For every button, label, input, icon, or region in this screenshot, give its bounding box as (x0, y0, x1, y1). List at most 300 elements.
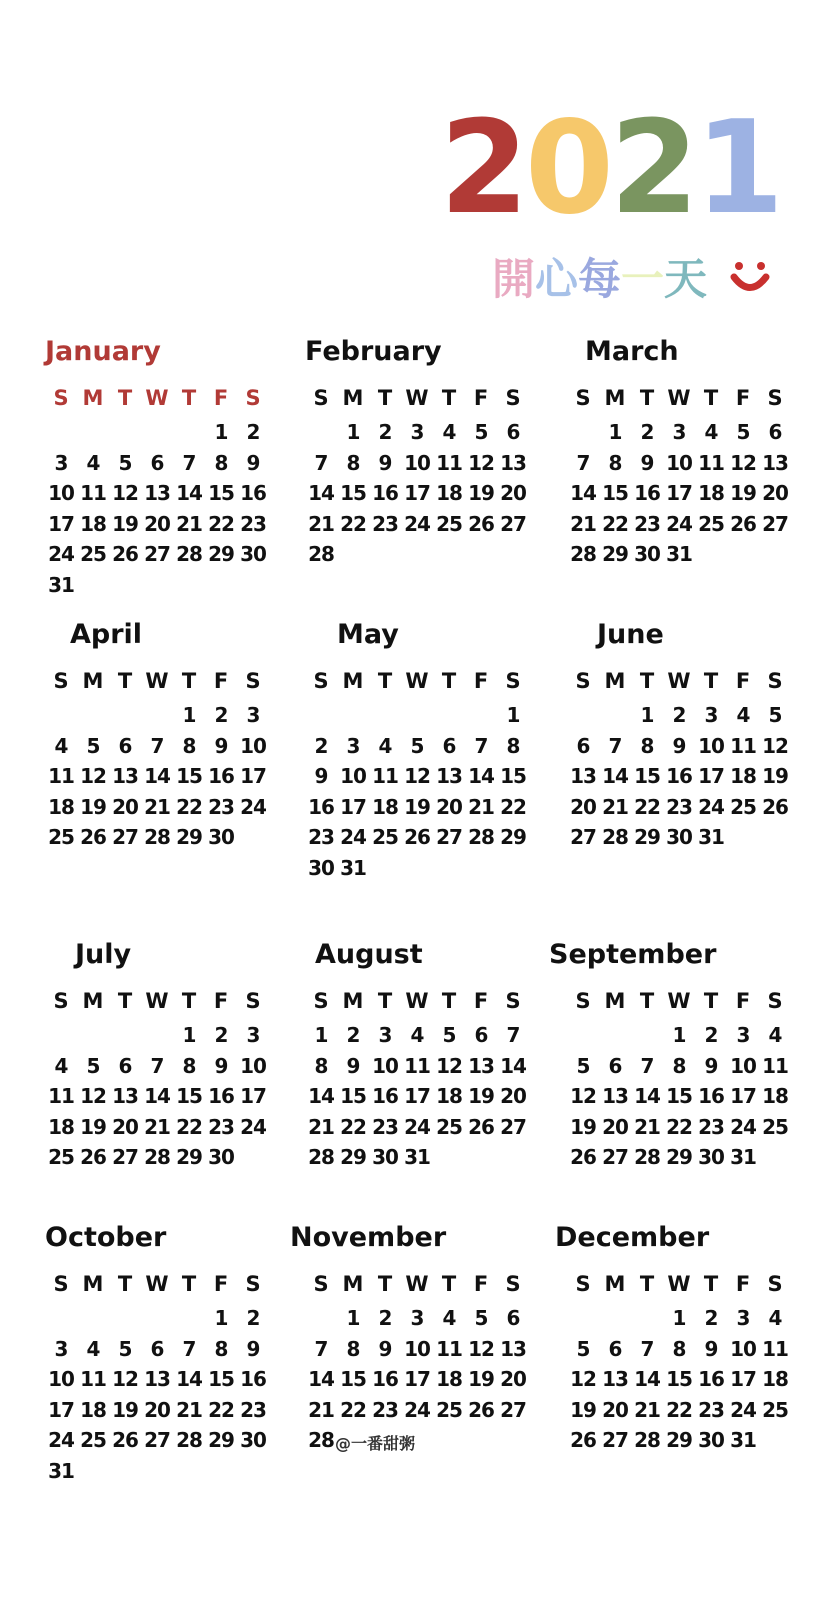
day-cell: 27 (112, 1145, 138, 1170)
day-cell: 1 (672, 1023, 686, 1047)
day-cell (141, 417, 173, 448)
day-cell: 6 (576, 733, 590, 758)
day-cell: 25 (372, 825, 398, 850)
day-cell (401, 853, 433, 884)
weekday-label: T (181, 669, 197, 693)
weekday-label: S (53, 1272, 69, 1296)
week-row (567, 1020, 812, 1051)
day-cell: 17 (48, 511, 74, 536)
day-cell (305, 417, 337, 448)
day-cell: 21 (144, 1114, 170, 1139)
week-row (45, 700, 290, 731)
day-cell (173, 570, 205, 601)
day-cell: 23 (634, 511, 660, 536)
weekday-header (305, 1271, 550, 1297)
day-cell: 8 (214, 450, 228, 475)
day-cell (567, 1303, 599, 1334)
weekday-label: S (245, 669, 261, 693)
day-cell (109, 1303, 141, 1334)
week-row (305, 539, 550, 570)
day-cell: 27 (602, 1145, 628, 1170)
day-cell: 11 (436, 1336, 462, 1361)
day-cell: 28 (634, 1428, 660, 1453)
day-cell: 10 (404, 1336, 430, 1361)
day-cell: 20 (112, 794, 138, 819)
day-cell: 31 (730, 1428, 756, 1453)
day-cell: 4 (54, 733, 68, 758)
year-digit: 2 (439, 94, 525, 243)
day-cell: 11 (730, 733, 756, 758)
day-cell: 31 (340, 855, 366, 880)
weekday-label: T (639, 669, 655, 693)
day-cell: 8 (506, 733, 520, 758)
day-cell (567, 700, 599, 731)
day-cell: 28 (308, 1428, 334, 1453)
day-cell: 27 (500, 511, 526, 536)
weekday-label: F (473, 989, 489, 1013)
month-day-grid (305, 988, 550, 1173)
day-cell: 4 (768, 1023, 782, 1047)
weekday-label: W (667, 669, 691, 693)
week-row (305, 1112, 550, 1143)
day-cell: 12 (762, 733, 788, 758)
slogan-char: 一 (621, 255, 665, 305)
day-cell (337, 700, 369, 731)
day-cell: 17 (666, 481, 692, 506)
day-cell: 6 (150, 1336, 164, 1361)
week-row (45, 1303, 290, 1334)
day-cell: 24 (404, 1114, 430, 1139)
week-row (45, 1425, 290, 1456)
day-cell: 24 (240, 794, 266, 819)
day-cell: 27 (602, 1428, 628, 1453)
day-cell: 16 (208, 764, 234, 789)
day-cell: 30 (240, 1428, 266, 1453)
week-row (305, 1303, 550, 1334)
day-cell: 9 (346, 1053, 360, 1078)
week-row (567, 509, 812, 540)
week-row (45, 1081, 290, 1112)
day-cell: 10 (372, 1053, 398, 1078)
day-cell (401, 539, 433, 570)
day-cell: 29 (602, 542, 628, 567)
day-cell: 5 (768, 703, 782, 727)
weekday-label: S (53, 386, 69, 410)
week-row (567, 1303, 812, 1334)
day-cell (77, 417, 109, 448)
weekday-label: T (639, 1272, 655, 1296)
weekday-label: T (377, 1272, 393, 1296)
day-cell: 2 (246, 1306, 260, 1330)
day-cell: 25 (48, 1145, 74, 1170)
weekday-label: M (82, 989, 104, 1013)
week-row (567, 1051, 812, 1082)
day-cell: 3 (736, 1306, 750, 1330)
day-cell: 10 (240, 1053, 266, 1078)
day-cell: 11 (372, 764, 398, 789)
week-row (45, 1142, 290, 1173)
day-cell: 25 (762, 1114, 788, 1139)
day-cell: 13 (144, 481, 170, 506)
day-cell: 5 (118, 450, 132, 475)
day-cell: 19 (112, 1397, 138, 1422)
day-cell: 3 (54, 1336, 68, 1361)
day-cell: 8 (346, 1336, 360, 1361)
day-cell: 18 (48, 1114, 74, 1139)
day-cell: 23 (666, 794, 692, 819)
weekday-label: M (604, 386, 626, 410)
day-cell: 27 (144, 542, 170, 567)
weekday-header (45, 385, 290, 411)
day-cell: 8 (672, 1053, 686, 1078)
day-cell (497, 1425, 529, 1456)
day-cell: 24 (404, 1397, 430, 1422)
weekday-header (305, 668, 550, 694)
day-cell: 19 (80, 1114, 106, 1139)
day-cell: 22 (666, 1397, 692, 1422)
week-row (567, 1081, 812, 1112)
day-cell: 9 (704, 1336, 718, 1361)
weekday-label: S (767, 386, 783, 410)
weekday-label: T (703, 386, 719, 410)
day-cell: 29 (176, 825, 202, 850)
day-cell: 26 (762, 794, 788, 819)
day-cell: 17 (340, 794, 366, 819)
day-cell: 24 (666, 511, 692, 536)
month-day-grid (567, 385, 812, 570)
day-cell: 2 (704, 1306, 718, 1330)
day-cell: 8 (672, 1336, 686, 1361)
day-cell (337, 539, 369, 570)
day-cell: 8 (182, 733, 196, 758)
day-cell: 10 (730, 1336, 756, 1361)
year-digit: 2 (609, 94, 695, 243)
day-cell: 19 (570, 1114, 596, 1139)
month-day-grid (567, 1271, 812, 1456)
day-cell (433, 1425, 465, 1456)
week-row (45, 1456, 290, 1487)
day-cell: 23 (208, 1114, 234, 1139)
day-cell: 5 (736, 420, 750, 444)
day-cell: 29 (340, 1145, 366, 1170)
week-row (305, 731, 550, 762)
day-cell: 1 (672, 1306, 686, 1330)
day-cell: 17 (404, 1367, 430, 1392)
day-cell: 23 (372, 1397, 398, 1422)
day-cell: 17 (404, 1084, 430, 1109)
day-cell: 13 (112, 764, 138, 789)
day-cell: 25 (80, 1428, 106, 1453)
weekday-label: M (82, 669, 104, 693)
year-digit: 0 (524, 94, 610, 243)
week-row (567, 448, 812, 479)
weekday-label: M (342, 989, 364, 1013)
day-cell (759, 539, 791, 570)
day-cell: 3 (736, 1023, 750, 1047)
weekday-label: S (575, 989, 591, 1013)
weekday-label: T (441, 989, 457, 1013)
day-cell (433, 853, 465, 884)
weekday-label: S (245, 989, 261, 1013)
day-cell: 10 (48, 481, 74, 506)
day-cell: 28 (176, 542, 202, 567)
week-row (567, 1334, 812, 1365)
weekday-label: F (735, 989, 751, 1013)
slogan-char: 天 (664, 255, 708, 305)
weekday-label: T (377, 989, 393, 1013)
weekday-label: T (639, 989, 655, 1013)
day-cell: 8 (640, 733, 654, 758)
week-row (567, 1142, 812, 1173)
day-cell: 22 (208, 1397, 234, 1422)
day-cell: 19 (762, 764, 788, 789)
day-cell: 4 (442, 1306, 456, 1330)
day-cell: 15 (176, 764, 202, 789)
day-cell: 14 (308, 481, 334, 506)
day-cell: 30 (308, 855, 334, 880)
month-day-grid (567, 668, 812, 853)
weekday-label: T (377, 669, 393, 693)
day-cell: 12 (80, 1084, 106, 1109)
day-cell (141, 700, 173, 731)
week-row (305, 853, 550, 884)
day-cell: 24 (730, 1397, 756, 1422)
week-row (45, 417, 290, 448)
day-cell: 15 (666, 1084, 692, 1109)
day-cell: 28 (176, 1428, 202, 1453)
day-cell (465, 853, 497, 884)
day-cell: 20 (500, 1084, 526, 1109)
day-cell: 13 (468, 1053, 494, 1078)
weekday-label: M (604, 1272, 626, 1296)
day-cell: 23 (698, 1397, 724, 1422)
day-cell: 4 (54, 1053, 68, 1078)
day-cell: 13 (762, 450, 788, 475)
day-cell: 18 (80, 511, 106, 536)
day-cell: 12 (468, 1336, 494, 1361)
weekday-label: S (505, 1272, 521, 1296)
day-cell: 5 (118, 1336, 132, 1361)
day-cell: 1 (346, 420, 360, 444)
weekday-label: M (604, 669, 626, 693)
weekday-label: T (117, 669, 133, 693)
weekday-label: S (313, 386, 329, 410)
month-name: March (585, 336, 679, 367)
week-row (567, 731, 812, 762)
day-cell: 9 (378, 1336, 392, 1361)
day-cell: 21 (176, 1397, 202, 1422)
week-row (305, 761, 550, 792)
day-cell: 20 (112, 1114, 138, 1139)
weekday-label: W (405, 989, 429, 1013)
day-cell: 5 (474, 1306, 488, 1330)
day-cell: 22 (340, 1397, 366, 1422)
day-cell (45, 1020, 77, 1051)
week-row (305, 1051, 550, 1082)
day-cell: 20 (602, 1114, 628, 1139)
day-cell: 18 (80, 1397, 106, 1422)
day-cell: 22 (602, 511, 628, 536)
weekday-label: S (575, 1272, 591, 1296)
weekday-label: W (405, 1272, 429, 1296)
day-cell: 15 (176, 1084, 202, 1109)
month-day-grid (305, 668, 550, 884)
day-cell: 10 (666, 450, 692, 475)
weekday-label: S (53, 989, 69, 1013)
day-cell: 8 (608, 450, 622, 475)
day-cell: 20 (570, 794, 596, 819)
day-cell: 14 (500, 1053, 526, 1078)
day-cell: 5 (576, 1336, 590, 1361)
week-row (567, 417, 812, 448)
day-cell: 2 (246, 420, 260, 444)
weekday-label: W (667, 386, 691, 410)
day-cell: 11 (404, 1053, 430, 1078)
year-digit: 1 (694, 94, 780, 243)
day-cell (77, 700, 109, 731)
day-cell: 7 (640, 1336, 654, 1361)
day-cell: 27 (500, 1114, 526, 1139)
day-cell: 28 (570, 542, 596, 567)
day-cell: 12 (570, 1367, 596, 1392)
day-cell: 4 (86, 450, 100, 475)
day-cell: 13 (144, 1367, 170, 1392)
day-cell (465, 700, 497, 731)
day-cell (141, 1456, 173, 1487)
day-cell (109, 417, 141, 448)
day-cell: 14 (602, 764, 628, 789)
day-cell: 7 (182, 1336, 196, 1361)
weekday-label: W (667, 1272, 691, 1296)
day-cell: 30 (698, 1145, 724, 1170)
day-cell: 13 (112, 1084, 138, 1109)
day-cell (173, 1303, 205, 1334)
week-row (45, 1364, 290, 1395)
day-cell (305, 700, 337, 731)
month-name: February (305, 336, 442, 367)
day-cell: 22 (176, 1114, 202, 1139)
day-cell (141, 1303, 173, 1334)
day-cell: 12 (80, 764, 106, 789)
day-cell: 24 (48, 1428, 74, 1453)
day-cell: 26 (112, 542, 138, 567)
day-cell: 16 (698, 1084, 724, 1109)
day-cell (727, 822, 759, 853)
day-cell: 30 (698, 1428, 724, 1453)
day-cell: 6 (608, 1336, 622, 1361)
slogan-char: 每 (578, 255, 622, 305)
week-row (45, 448, 290, 479)
day-cell: 12 (112, 481, 138, 506)
day-cell: 27 (144, 1428, 170, 1453)
month-day-grid (567, 988, 812, 1173)
day-cell: 29 (176, 1145, 202, 1170)
day-cell: 25 (436, 1397, 462, 1422)
weekday-label: F (213, 386, 229, 410)
day-cell: 1 (214, 420, 228, 444)
day-cell: 30 (208, 1145, 234, 1170)
weekday-label: M (342, 386, 364, 410)
week-row (305, 509, 550, 540)
day-cell: 19 (570, 1397, 596, 1422)
week-row (45, 539, 290, 570)
weekday-label: S (53, 669, 69, 693)
weekday-label: S (245, 386, 261, 410)
weekday-label: S (505, 386, 521, 410)
day-cell: 5 (86, 733, 100, 758)
day-cell: 22 (340, 511, 366, 536)
day-cell: 13 (570, 764, 596, 789)
day-cell (631, 1020, 663, 1051)
day-cell (305, 1303, 337, 1334)
day-cell: 21 (570, 511, 596, 536)
day-cell: 6 (506, 1306, 520, 1330)
day-cell: 23 (240, 1397, 266, 1422)
day-cell: 29 (500, 825, 526, 850)
week-row (305, 1081, 550, 1112)
day-cell (567, 1020, 599, 1051)
day-cell: 23 (308, 825, 334, 850)
day-cell: 4 (442, 420, 456, 444)
day-cell: 27 (762, 511, 788, 536)
day-cell: 3 (346, 733, 360, 758)
day-cell: 31 (666, 542, 692, 567)
day-cell: 12 (112, 1367, 138, 1392)
day-cell: 14 (176, 481, 202, 506)
weekday-header (567, 988, 812, 1014)
day-cell (433, 1142, 465, 1173)
weekday-label: T (181, 1272, 197, 1296)
day-cell: 7 (506, 1023, 520, 1047)
day-cell: 14 (468, 764, 494, 789)
day-cell: 7 (576, 450, 590, 475)
weekday-label: T (117, 1272, 133, 1296)
day-cell: 2 (640, 420, 654, 444)
day-cell (401, 700, 433, 731)
day-cell: 29 (208, 1428, 234, 1453)
day-cell: 10 (340, 764, 366, 789)
day-cell: 23 (372, 511, 398, 536)
week-row (45, 570, 290, 601)
day-cell: 16 (698, 1367, 724, 1392)
day-cell: 28 (468, 825, 494, 850)
week-row (567, 822, 812, 853)
weekday-header (45, 668, 290, 694)
day-cell: 12 (404, 764, 430, 789)
slogan (0, 255, 770, 305)
day-cell: 16 (208, 1084, 234, 1109)
day-cell: 16 (372, 1084, 398, 1109)
day-cell (45, 417, 77, 448)
day-cell (465, 539, 497, 570)
month-day-grid (45, 988, 290, 1173)
day-cell: 21 (308, 511, 334, 536)
day-cell: 6 (118, 733, 132, 758)
day-cell: 18 (730, 764, 756, 789)
day-cell: 19 (80, 794, 106, 819)
day-cell: 8 (182, 1053, 196, 1078)
day-cell: 14 (634, 1367, 660, 1392)
day-cell: 15 (340, 481, 366, 506)
day-cell: 9 (214, 1053, 228, 1078)
day-cell: 19 (112, 511, 138, 536)
week-row (305, 700, 550, 731)
month-name: September (549, 939, 717, 970)
week-row (45, 1395, 290, 1426)
day-cell: 18 (436, 481, 462, 506)
day-cell: 17 (240, 764, 266, 789)
day-cell: 2 (346, 1023, 360, 1047)
